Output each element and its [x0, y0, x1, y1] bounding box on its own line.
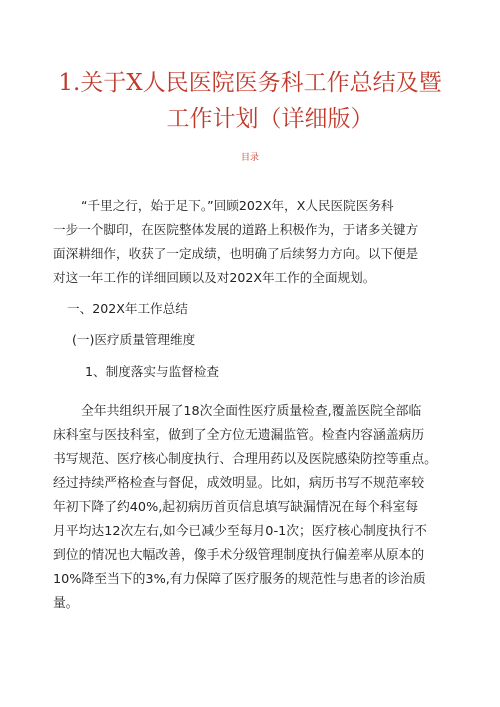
intro-line: 一步一个脚印，在医院整体发展的道路上积极作为，于诸多关键方: [53, 222, 419, 237]
toc-link[interactable]: 目录: [240, 153, 259, 163]
body-line: 量。: [53, 596, 79, 611]
intro-line: “千里之行，始于足下。”回顾202X年，X人民医院医务科: [81, 198, 394, 213]
section-heading-1-1: (一)医疗质量管理维度: [72, 332, 196, 347]
body-line: 全年共组织开展了18次全面性医疗质量检查,覆盖医院全部临: [81, 404, 422, 419]
body-line: 月平均达12次左右,如今已减少至每月0-1次；医疗核心制度执行不: [53, 524, 427, 539]
body-line: 书写规范、医疗核心制度执行、合理用药以及医院感染防控等重点。: [53, 452, 437, 467]
body-line: 年初下降了约40%,起初病历首页信息填写缺漏情况在每个科室每: [53, 500, 419, 515]
section-heading-1-1-1: 1、制度落实与监督检查: [85, 364, 219, 379]
body-paragraph: [53, 400, 449, 616]
intro-paragraph: [53, 194, 449, 290]
body-line: 床科室与医技科室，做到了全方位无遗漏监管。检查内容涵盖病历: [53, 428, 425, 443]
section-heading-1: 一、202X年工作总结: [67, 301, 188, 316]
intro-line: 对这一年工作的详细回顾以及对202X年工作的全面规划。: [53, 270, 376, 285]
intro-line: 面深耕细作，收获了一定成绩，也明确了后续努力方向。以下便是: [53, 246, 419, 261]
body-line: 10%降至当下的3%,有力保障了医疗服务的规范性与患者的诊治质: [53, 572, 426, 587]
body-line: 经过持续严格检查与督促，成效明显。比如，病历书写不规范率较: [53, 476, 425, 491]
body-line: 到位的情况也大幅改善，像手术分级管理制度执行偏差率从原本的: [53, 548, 425, 563]
document-title-line-2: 工作计划（详细版）: [166, 106, 374, 132]
document-title-line-1: 1.关于X人民医院医务科工作总结及暨: [58, 70, 442, 96]
